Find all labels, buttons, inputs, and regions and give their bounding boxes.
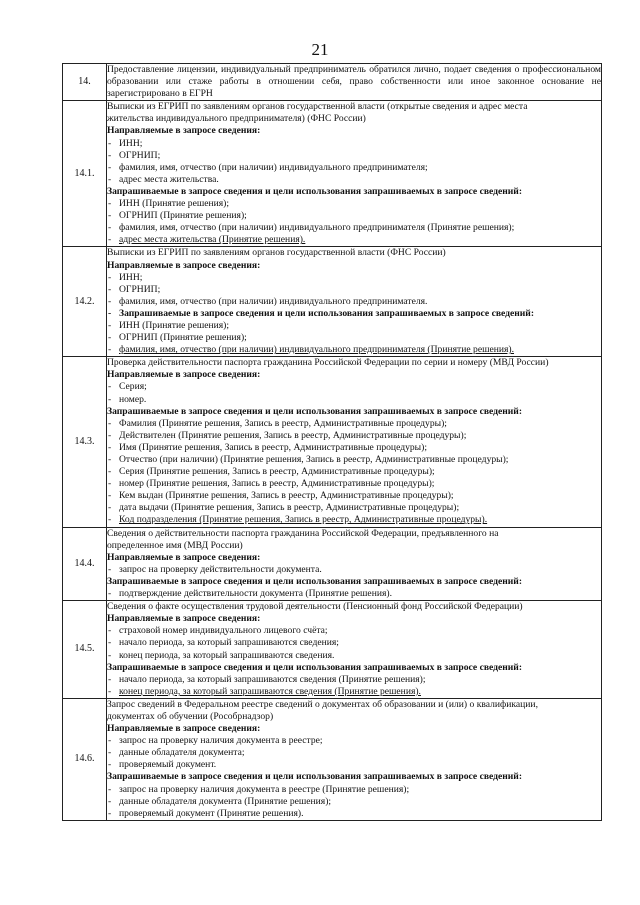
row-content <box>107 527 602 601</box>
sent-fields-heading: Направляемые в запросе сведения: <box>107 723 261 735</box>
list-item: - фамилия, имя, отчество (при наличии) индивидуального предпринимателя (Принятие решения). <box>108 344 514 356</box>
table-row <box>63 527 602 601</box>
list-item: - проверяемый документ (Принятие решения). <box>108 807 304 819</box>
request-title: Сведения о действительности паспорта гражданина Российской Федерации, предъявленного на <box>107 527 499 539</box>
list-item: - страховой номер индивидуального лицевого счёта; <box>108 625 328 637</box>
requested-fields-heading: Запрашиваемые в запросе сведения и цели использования запрашиваемых в запросе сведений: <box>107 405 523 417</box>
list-item: - ОГРНИП; <box>108 283 161 295</box>
list-item: - фамилия, имя, отчество (при наличии) индивидуального предпринимателя. <box>108 295 428 307</box>
list-item: - ИНН; <box>108 137 143 149</box>
list-item: - ОГРНИП (Принятие решения); <box>108 210 247 222</box>
list-item: - Код подразделения (Принятие решения, Запись в реестр, Административные процедуры). <box>108 514 488 526</box>
list-item: - ОГРНИП (Принятие решения); <box>108 332 247 344</box>
list-item: - ИНН; <box>108 271 143 283</box>
request-title: Выписки из ЕГРИП по заявлениям органов государственной власти (ФНС России) <box>107 247 446 259</box>
table-row <box>63 698 602 820</box>
row-number: 14. <box>63 64 107 101</box>
request-title: Запрос сведений в Федеральном реестре сведений о документах об образовании и (или) о квалификации, <box>107 698 538 710</box>
row-description: Предоставление лицензии, индивидуальный предприниматель обратился лично, подает сведения о профессиональном образовании или стаже работы в отношении себя, право собственности или иное законное основание не зарегистрировано в ЕГРН <box>107 64 601 100</box>
requests-table <box>62 63 602 821</box>
row-content <box>107 698 602 820</box>
request-title: документах об обучении (Рособрнадзор) <box>107 710 274 722</box>
request-title: Проверка действительности паспорта гражданина Российской Федерации по серии и номеру (МВД России) <box>107 357 549 369</box>
request-title: жительства индивидуального предпринимателя) (ФНС России) <box>107 113 366 125</box>
list-item: - Отчество (при наличии) (Принятие решения, Запись в реестр, Административные процедуры); <box>108 454 509 465</box>
sent-fields-heading: Направляемые в запросе сведения: <box>107 125 261 137</box>
list-item: - Серия; <box>108 381 147 393</box>
list-item: - номер (Принятие решения, Запись в реестр, Административные процедуры); <box>108 478 435 490</box>
list-item: - дата выдачи (Принятие решения, Запись в реестр, Административные процедуры); <box>108 502 460 514</box>
row-number: 14.2. <box>63 247 107 357</box>
list-item: - подтверждение действительности документа (Принятие решения). <box>108 588 392 600</box>
page-number: 21 <box>311 40 329 59</box>
list-item: - начало периода, за который запрашиваются сведения (Принятие решения); <box>108 673 426 685</box>
sent-fields-heading: Направляемые в запросе сведения: <box>107 551 261 563</box>
sent-fields-heading: Направляемые в запросе сведения: <box>107 613 261 625</box>
list-item: - запрос на проверку наличия документа в реестре (Принятие решения); <box>108 783 410 795</box>
sent-fields-heading: Направляемые в запросе сведения: <box>107 369 261 381</box>
list-item: - Фамилия (Принятие решения, Запись в реестр, Административные процедуры); <box>108 417 447 429</box>
list-item: - Кем выдан (Принятие решения, Запись в реестр, Административные процедуры); <box>108 490 454 502</box>
row-number: 14.1. <box>63 101 107 247</box>
table-row <box>63 357 602 527</box>
row-number: 14.5. <box>63 601 107 699</box>
request-title: Сведения о факте осуществления трудовой деятельности (Пенсионный фонд Российской Федерации) <box>107 601 523 613</box>
list-item: - Действителен (Принятие решения, Запись в реестр, Административные процедуры); <box>108 429 467 441</box>
list-item: - ИНН (Принятие решения); <box>108 198 230 210</box>
request-title: определенное имя (МВД России) <box>107 539 243 551</box>
requested-fields-heading: Запрашиваемые в запросе сведения и цели использования запрашиваемых в запросе сведений: <box>107 661 523 673</box>
list-item: - ОГРНИП; <box>108 149 161 161</box>
table-row <box>63 247 602 357</box>
list-item: - адрес места жительства. <box>108 173 219 185</box>
list-item: - фамилия, имя, отчество (при наличии) индивидуального предпринимателя (Принятие решения); <box>108 222 515 234</box>
row-number: 14.6. <box>63 698 107 820</box>
requested-fields-heading: - Запрашиваемые в запросе сведения и цели использования запрашиваемых в запросе сведений: <box>108 307 535 319</box>
list-item: - фамилия, имя, отчество (при наличии) индивидуального предпринимателя; <box>108 161 428 173</box>
list-item: - проверяемый документ. <box>108 759 217 771</box>
list-item: - начало периода, за который запрашиваются сведения; <box>108 637 339 649</box>
list-item: - запрос на проверку действительности документа. <box>108 563 322 575</box>
row-number: 14.3. <box>63 357 107 527</box>
list-item: - Серия (Принятие решения, Запись в реестр, Административные процедуры); <box>108 466 435 478</box>
list-item: - ИНН (Принятие решения); <box>108 319 230 331</box>
list-item: - Имя (Принятие решения, Запись в реестр, Административные процедуры); <box>108 441 427 453</box>
list-item: - конец периода, за который запрашиваются сведения. <box>108 649 335 661</box>
table-row <box>63 101 602 247</box>
row-content <box>107 247 602 357</box>
row-content <box>107 64 602 101</box>
list-item: - данные обладателя документа (Принятие решения); <box>108 795 332 807</box>
row-content <box>107 357 602 527</box>
list-item: - запрос на проверку наличия документа в реестре; <box>108 735 323 747</box>
sent-fields-heading: Направляемые в запросе сведения: <box>107 259 261 271</box>
table-row <box>63 601 602 699</box>
list-item: - данные обладателя документа; <box>108 747 245 759</box>
row-content <box>107 101 602 247</box>
requested-fields-heading: Запрашиваемые в запросе сведения и цели использования запрашиваемых в запросе сведений: <box>107 575 523 587</box>
list-item: - адрес места жительства (Принятие решения). <box>108 234 306 246</box>
row-content <box>107 601 602 699</box>
list-item: - конец периода, за который запрашиваются сведения (Принятие решения). <box>108 685 421 697</box>
requested-fields-heading: Запрашиваемые в запросе сведения и цели использования запрашиваемых в запросе сведений: <box>107 185 523 197</box>
requested-fields-heading: Запрашиваемые в запросе сведения и цели использования запрашиваемых в запросе сведений: <box>107 771 523 783</box>
list-item: - номер. <box>108 393 147 405</box>
row-number: 14.4. <box>63 527 107 601</box>
table-row <box>63 64 602 101</box>
request-title: Выписки из ЕГРИП по заявлениям органов государственной власти (открытые сведения и адрес места <box>107 101 528 113</box>
